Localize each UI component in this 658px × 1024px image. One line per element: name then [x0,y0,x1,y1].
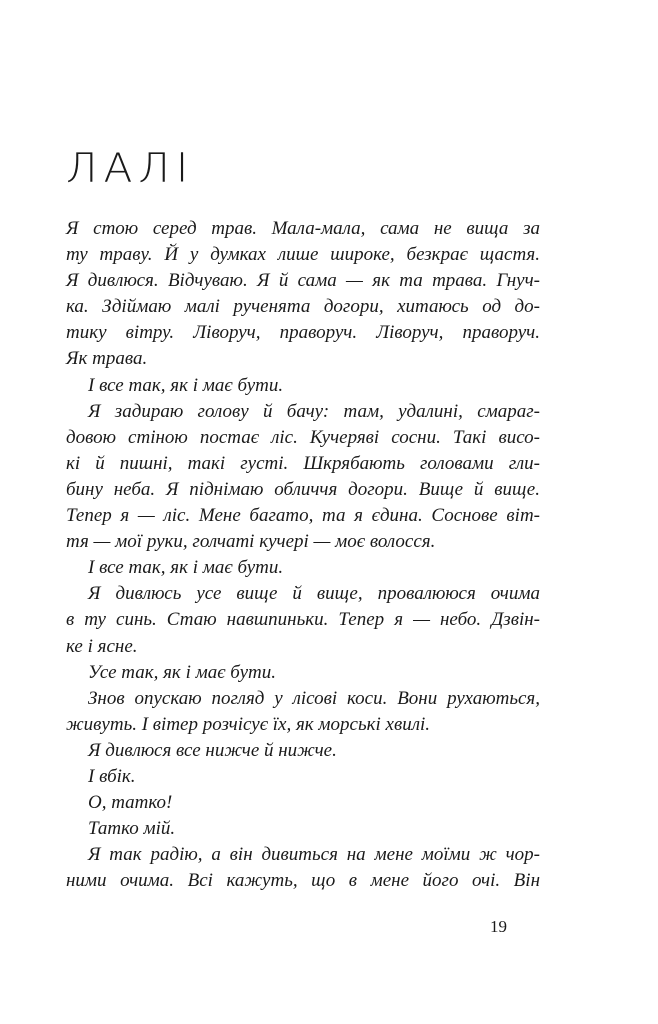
text-line: І все так, як і має бути. [88,374,284,396]
chapter-body [66,216,540,894]
text-line: Я дивлюсь усе вище й вище, провалююся очима [88,583,540,605]
text-line: бину неба. Я піднімаю обличчя догори. Вище й вище. [66,478,540,500]
text-line: Я задираю голову й бачу: там, удалині, смараг- [88,400,540,422]
text-line: в ту синь. Стаю навшпиньки. Тепер я — небо. Дзвін- [66,609,540,631]
text-line: Я так радію, а він дивиться на мене моїми ж чор- [88,844,540,866]
text-line: І все так, як і має бути. [88,557,284,579]
text-line: живуть. І вітер розчісує їх, як морські хвилі. [66,713,431,735]
text-line: Тепер я — ліс. Мене багато, та я єдина. Соснове віт- [66,505,540,527]
text-line: ка. Здіймаю малі рученята догори, хитаюсь од до- [66,296,540,318]
text-line: ке і ясне. [66,635,138,657]
text-line: Я дивлюся все нижче й нижче. [88,739,337,761]
text-line: Усе так, як і має бути. [88,661,276,683]
text-line: І вбік. [88,765,136,787]
chapter-title: ЛАЛІ [66,144,195,191]
text-line: Я дивлюся. Відчуваю. Я й сама — як та трава. Гнуч- [66,270,540,292]
text-line: кі й пишні, такі густі. Шкрябають головами гли- [66,452,540,474]
text-line: довою стіною постає ліс. Кучеряві сосни. Такі висо- [66,426,540,448]
text-line: Татко мій. [88,818,176,840]
text-line: Як трава. [66,348,148,370]
text-line: ту траву. Й у думках лише широке, безкрає щастя. [66,244,540,266]
page-number: 19 [490,917,507,936]
text-line: О, татко! [88,792,173,814]
text-line: тя — мої руки, голчаті кучері — моє волосся. [66,531,436,553]
text-line: Я стою серед трав. Мала-мала, сама не вища за [66,218,540,239]
text-line: ними очима. Всі кажуть, що в мене його очі. Він [66,870,540,892]
text-line: тику вітру. Ліворуч, праворуч. Ліворуч, праворуч. [66,322,540,344]
text-line: Знов опускаю погляд у лісові коси. Вони рухаються, [88,687,540,709]
